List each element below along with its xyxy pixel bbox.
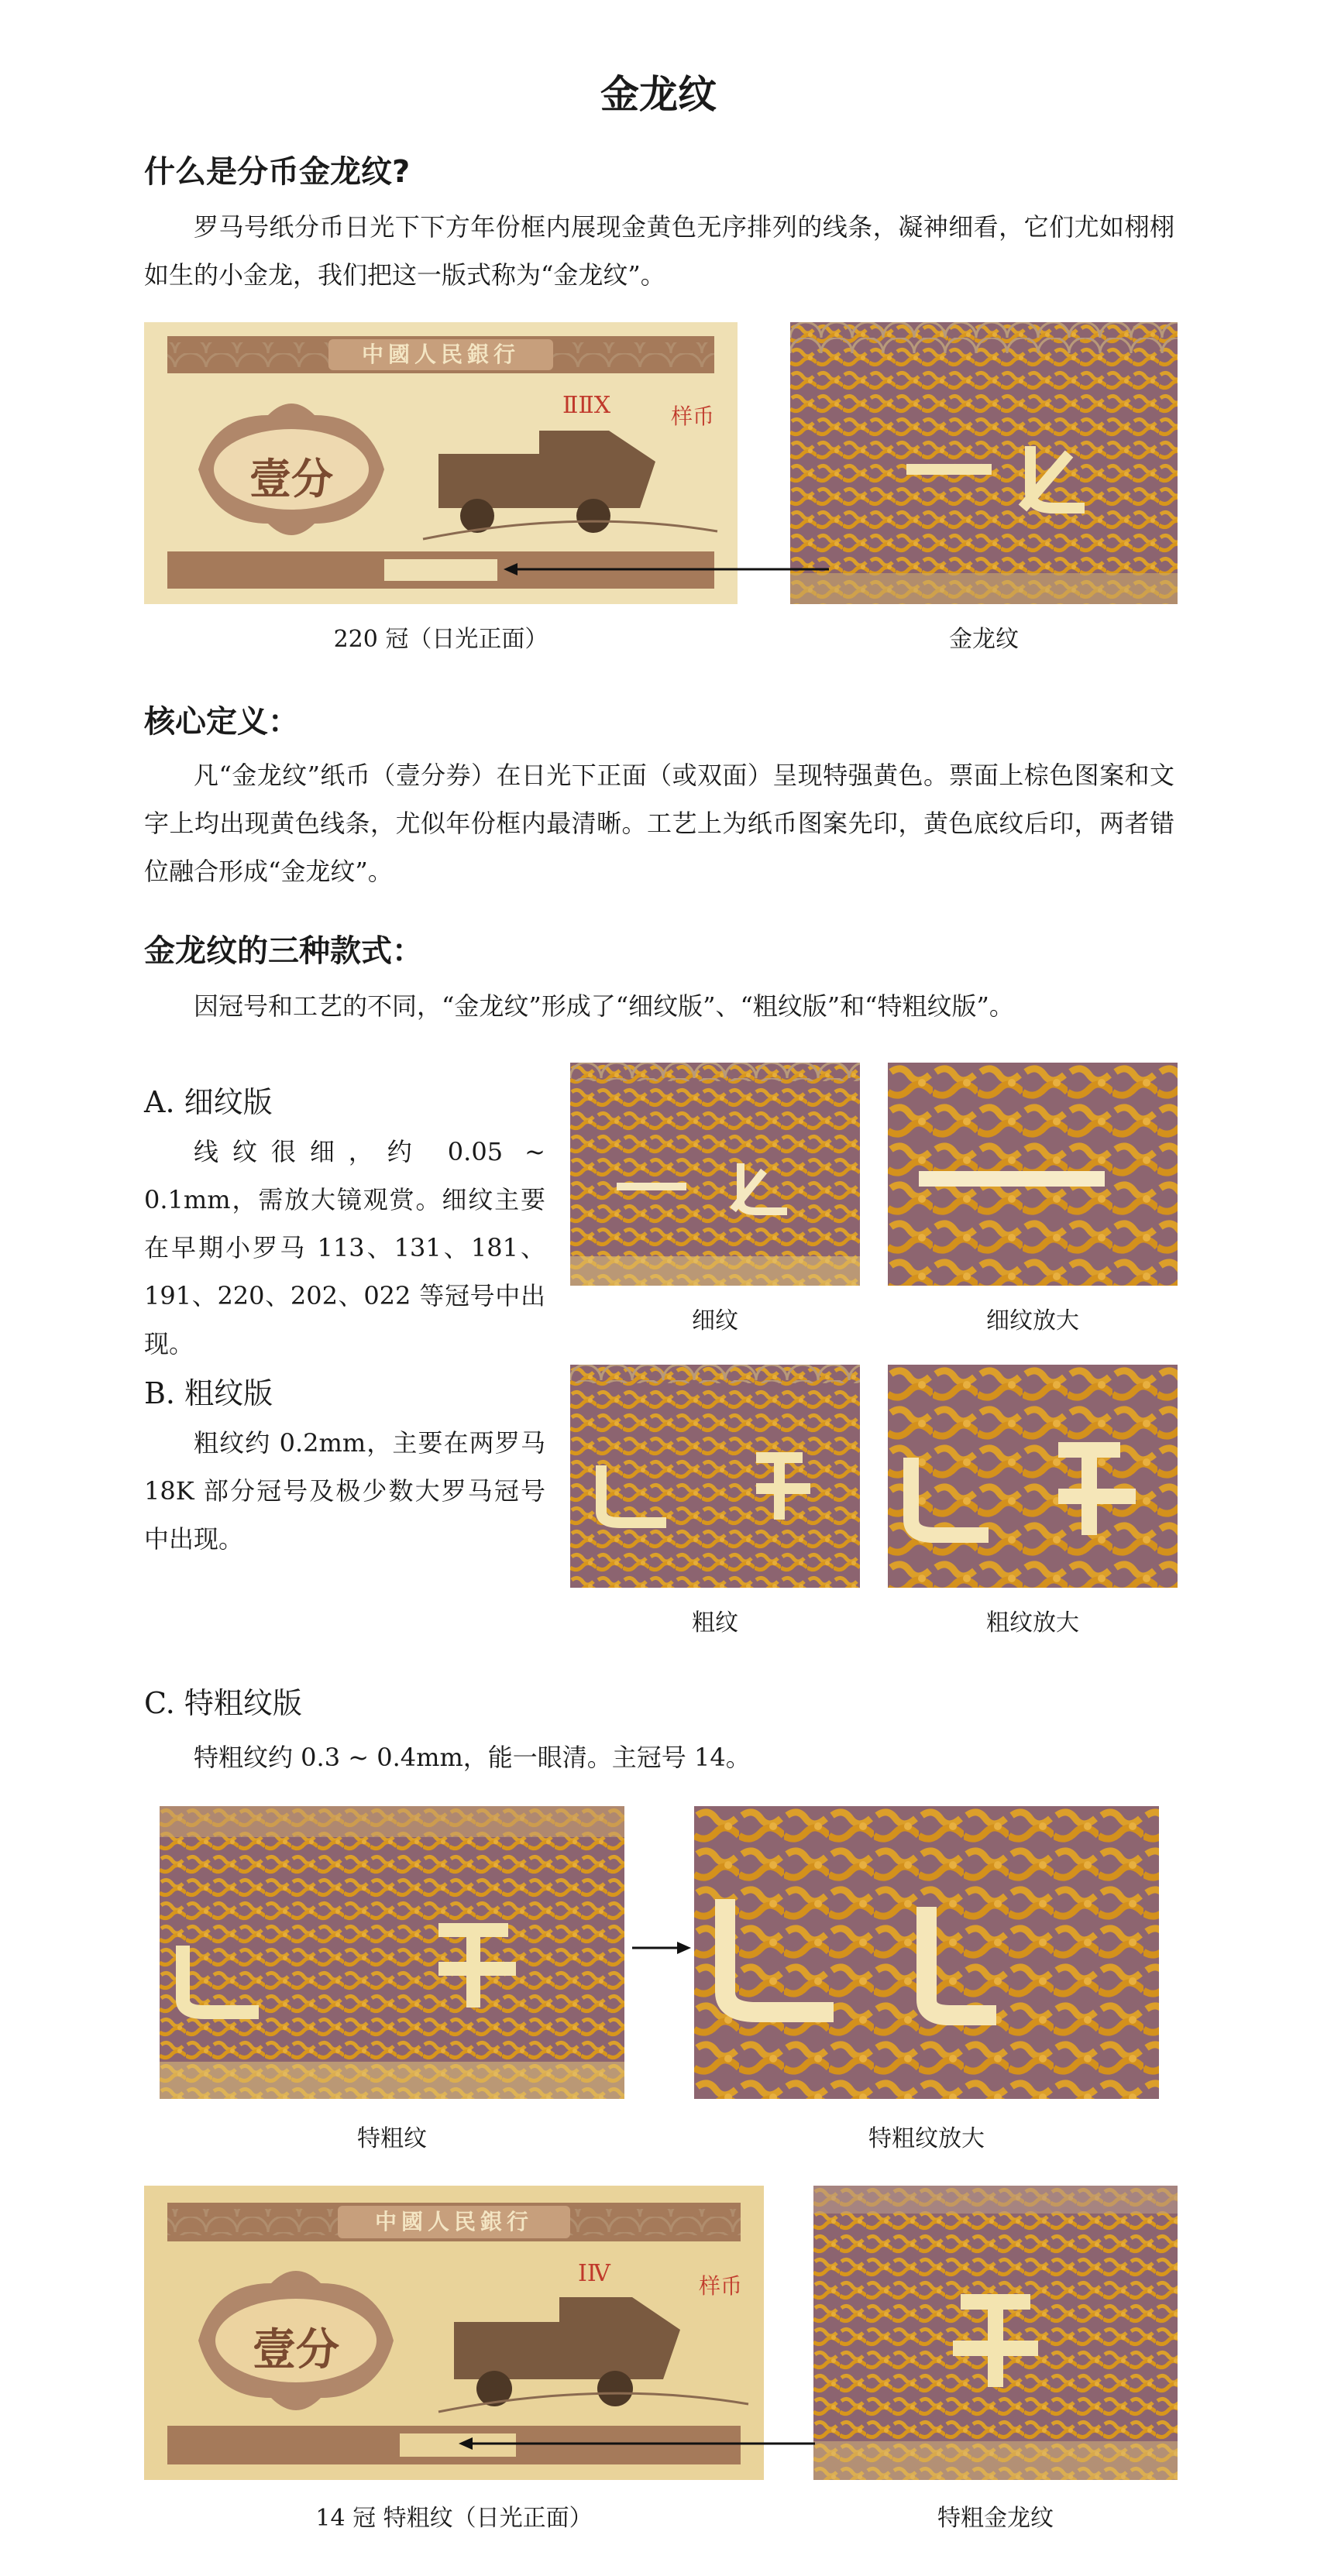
caption-fine-zoom: 细纹放大 [986, 1307, 1079, 1334]
caption-golden-dragon: 金龙纹 [949, 626, 1019, 653]
zoom-arrow [632, 1936, 691, 1959]
style-a-text: 线纹很细，约 0.05 ~ 0.1mm，需放大镜观赏。细纹主要在早期小罗马 113、131、181、191、220、202、022 等冠号中出现。 [144, 1137, 545, 1358]
specimen-mark: 样币 [671, 404, 715, 429]
serial-number: ⅡⅡⅩ [562, 392, 611, 419]
intro-paragraph: 罗马号纸分币日光下下方年份框内展现金黄色无序排列的线条，凝神细看，它们尤如栩栩如生的小金龙，我们把这一版式称为“金龙纹”。 [144, 212, 1174, 290]
extra-coarse-zoom [694, 1806, 1159, 2099]
styles-intro: 因冠号和工艺的不同，“金龙纹”形成了“细纹版”、“粗纹版”和“特粗纹版”。 [194, 991, 1014, 1021]
golden-dragon-closeup [790, 322, 1178, 604]
serial-number-2: ⅠⅣ [578, 2260, 610, 2287]
caption-extra-coarse: 特粗纹 [357, 2125, 427, 2152]
denomination: 壹分 [249, 455, 333, 503]
denomination-2: 壹分 [253, 2325, 339, 2375]
style-a-heading: A. 细纹版 [144, 1085, 273, 1119]
specimen-mark-2: 样币 [699, 2273, 743, 2299]
fine-pattern-image [570, 1063, 860, 1286]
definition-paragraph: 凡“金龙纹”纸币（壹分券）在日光下正面（或双面）呈现特强黄色。票面上棕色图案和文字上均出现黄色线条，尤似年份框内最清晰。工艺上为纸币图案先印，黄色底纹后印，两者错位融合形成“金龙纹”。 [144, 761, 1174, 886]
caption-coarse: 粗纹 [692, 1609, 738, 1637]
style-b-heading: B. 粗纹版 [144, 1376, 273, 1410]
extra-coarse-gold-closeup [813, 2186, 1178, 2480]
caption-coarse-zoom: 粗纹放大 [986, 1609, 1079, 1637]
caption-fine: 细纹 [692, 1307, 738, 1334]
section-heading-definition: 核心定义： [144, 704, 299, 740]
coarse-pattern-zoom [888, 1365, 1178, 1588]
bank-name-2: 中國人民銀行 [374, 2209, 533, 2234]
caption-extra-coarse-zoom: 特粗纹放大 [868, 2125, 985, 2152]
caption-220: 220 冠（日光正面） [333, 626, 548, 653]
style-c-text: 特粗纹约 0.3 ~ 0.4mm，能一眼清。主冠号 14。 [194, 1743, 751, 1772]
pointer-arrow [504, 558, 829, 581]
section-heading-styles: 金龙纹的三种款式： [144, 933, 423, 969]
style-c-heading: C. 特粗纹版 [144, 1686, 302, 1720]
extra-coarse-image [160, 1806, 624, 2099]
fine-pattern-zoom [888, 1063, 1178, 1286]
coarse-pattern-image [570, 1365, 860, 1588]
page-title: 金龙纹 [600, 72, 717, 117]
style-b-text: 粗纹约 0.2mm，主要在两罗马 18K 部分冠号及极少数大罗马冠号中出现。 [144, 1428, 545, 1554]
section-heading-what: 什么是分币金龙纹? [144, 154, 411, 190]
caption-extra-gold: 特粗金龙纹 [937, 2505, 1054, 2532]
bank-name: 中國人民銀行 [361, 342, 520, 367]
caption-14: 14 冠 特粗纹（日光正面） [315, 2505, 593, 2532]
pointer-arrow-2 [459, 2432, 815, 2455]
